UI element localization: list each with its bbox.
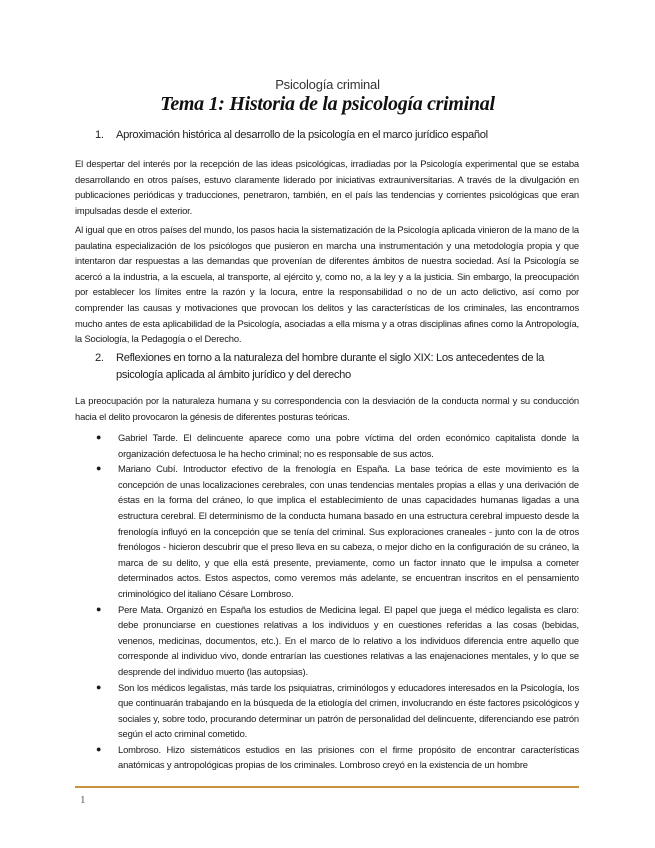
list-item-legalistas <box>96 680 579 742</box>
list-item-text: Gabriel Tarde. El delincuente aparece como una pobre víctima del orden económico capitalista donde la organización defectuosa le ha hecho criminal; no es responsable de sus actos. <box>118 432 579 459</box>
paragraph-intro: El despertar del interés por la recepción de las ideas psicológicas, irradiadas por la Psicología experimental que se estaba desarrollando en otros países, estuvo claramente liderado por iniciativas extrauniversitarias. A través de la divulgación en publicaciones periódicas y traducciones, penetraron, también, en el país las tendencias y corrientes psicológicas que eran impulsadas desde el exterior. <box>75 158 579 216</box>
list-item-cubi <box>96 461 579 601</box>
footer-divider <box>75 786 579 788</box>
paragraph-human-nature: La preocupación por la naturaleza humana y su correspondencia con la desviación de la conducta normal y su conducción hacia el delito provocaron la génesis de diferentes posturas teóricas. <box>75 395 579 422</box>
bullet-icon: ● <box>96 743 102 754</box>
section-heading-text: Reflexiones en torno a la naturaleza del hombre durante el siglo XIX: Los antecedentes de la psicología aplicada al ámbito jurídico y del derecho <box>116 352 545 381</box>
list-item-text: Lombroso. Hizo sistemáticos estudios en las prisiones con el firme propósito de encontrar características anatómicas y antropológicas propias de los criminales. Lombroso creyó en la existencia de un hombre <box>118 743 579 771</box>
list-item-tarde <box>96 430 579 461</box>
section-number: 2. <box>95 352 104 364</box>
list-item-text: Mariano Cubí. Introductor efectivo de la frenología en España. La base teórica de este movimiento es la concepción de unas localizaciones cerebrales, con unas tendencias mentales propias a ellas y una derivación de éstas en la forma del cráneo, lo que implica el establecimiento de unas capacidades humanas ligadas a una estructura cerebral. El determinismo de la conducta humana basado en una estructura cerebral impuesto desde la frenología influyó en la concepción que se tenía del criminal. Sus exploraciones craneales - junto con la de otros frenólogos - hicieron descubrir que el preso lleva en su cabeza, o mejor dicho en la configuración de su cráneo, la marca de su delito, y que ella está presente, previamente, como un factor innato que le impulsa a cometer determinados actos. Estos aspectos, como veremos más adelante, se encuentran inscritos en el pensamiento criminológico del italiano Césare Lombroso. <box>118 463 579 599</box>
list-item-mata <box>96 602 579 680</box>
bullet-icon: ● <box>96 432 102 442</box>
page-number: 1 <box>80 794 86 806</box>
document-title: Tema 1: Historia de la psicología criminal <box>160 93 495 115</box>
section-heading-text: Aproximación histórica al desarrollo de la psicología en el marco jurídico español <box>116 129 488 141</box>
section-number: 1. <box>95 129 104 141</box>
bullet-icon: ● <box>96 681 102 692</box>
bullet-icon: ● <box>96 603 102 614</box>
document-subject: Psicología criminal <box>275 77 380 92</box>
bullet-icon: ● <box>96 463 102 474</box>
list-item-lombroso <box>96 742 579 773</box>
list-item-text: Son los médicos legalistas, más tarde los psiquiatras, criminólogos y educadores interesados en la Psicología, los que continuarán trabajando en la búsqueda de la etiología del crimen, involucrando en éste factores psicológicos y sociales y, sobre todo, procurando determinar un patrón de personalidad del delincuente, diferenciando ese patrón según el acto criminal cometido. <box>118 681 579 740</box>
paragraph-applied-psychology: Al igual que en otros países del mundo, los pasos hacia la sistematización de la Psicología aplicada vinieron de la mano de la paulatina especialización de los psicólogos que pusieron en marcha una instrumentación y una metodología propia y que intentaron dar respuestas a las demandas que provenían de diferentes ámbitos de nuestra sociedad. Así la Psicología se acercó a la industria, a la escuela, al transporte, al ejército y, como no, a la ley y a la justicia. Sin embargo, la preocupación por establecer los límites entre la razón y la locura, entre la responsabilidad o no de un acto delictivo, así como por comprender las causas y motivaciones que provocan los delitos y las características de los criminales, las encontramos mucho antes de esta aplicabilidad de la Psicología, asociadas a ella misma y a otras disciplinas afines como la Antropología, la Sociología, la Pedagogía o el Derecho. <box>75 224 579 345</box>
list-item-text: Pere Mata. Organizó en España los estudios de Medicina legal. El papel que juega el médico legalista es claro: debe pronunciarse en cuestiones relativas a los individuos y en cuestiones referidas a las cosas (bebidas, venenos, medicinas, documentos, etc.). En el marco de lo relativo a los individuos diferencia entre aquello que corresponde al individuo vivo, donde entrarían las cuestiones relativas a las enajenaciones mentales, y lo que se desprende del individuo muerto (las autopsias). <box>118 603 579 677</box>
theorists-list <box>96 430 579 773</box>
